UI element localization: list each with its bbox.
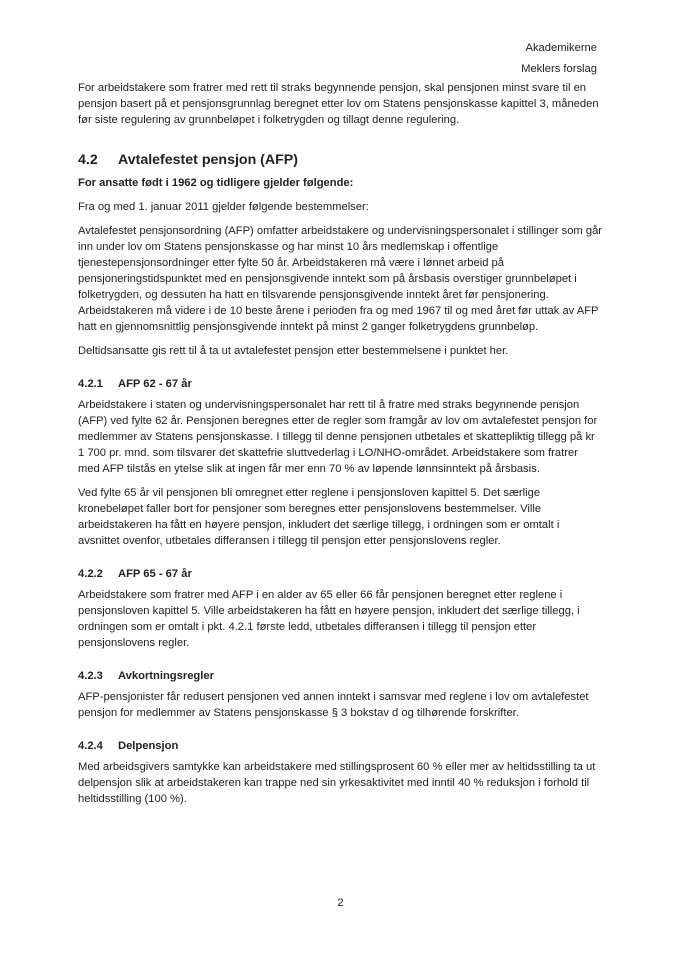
subsection-number: 4.2.1 — [78, 378, 103, 390]
document-body — [78, 80, 602, 815]
subsection-title: Delpensjon — [118, 740, 179, 752]
subsection-heading-4-2-2 — [78, 567, 602, 582]
subsection-paragraph: Arbeidstakere som fratrer med AFP i en alder av 65 eller 66 får pensjonen beregnet etter reglene i pensjonsloven kapittel 5. Ville arbeidstakeren ha fått en høyere pensjon, inkludert det særlige tillegg, i ordningen som er omtalt i pkt. 4.2.1 første ledd, utbetales differansen i tillegg til pensjon etter pensjonslovens regler. — [78, 589, 580, 649]
page-header — [521, 40, 597, 82]
section-number: 4.2 — [78, 152, 98, 168]
section-lead: For ansatte født i 1962 og tidligere gjelder følgende: — [78, 177, 354, 189]
section-paragraph: Deltidsansatte gis rett til å ta ut avtalefestet pensjon etter bestemmelsene i punktet her. — [78, 345, 509, 357]
header-document-title: Meklers forslag — [521, 63, 597, 75]
header-organization: Akademikerne — [525, 42, 597, 54]
subsection-title: Avkortningsregler — [118, 670, 214, 682]
subsection-heading-4-2-4 — [78, 739, 602, 754]
subsection-number: 4.2.4 — [78, 740, 103, 752]
subsection-number: 4.2.2 — [78, 568, 103, 580]
subsection-title: AFP 65 - 67 år — [118, 568, 192, 580]
subsection-heading-4-2-3 — [78, 669, 602, 684]
subsection-paragraph: Med arbeidsgivers samtykke kan arbeidstakere med stillingsprosent 60 % eller mer av heltidsstilling ta ut delpensjon slik at arbeidstakeren kan trappe ned sin yrkesaktivitet med inntil 40 % reduksjon i forhold til heltidsstilling (100 %). — [78, 761, 596, 805]
subsection-paragraph: Ved fylte 65 år vil pensjonen bli omregnet etter reglene i pensjonsloven kapittel 5. Det særlige kronebeløpet faller bort for pensjoner som beregnes etter pensjonslovens bestemmelser. Ville arbeidstakeren ha fått en høyere pensjon, inkludert det særlige tillegg, i ordningen som er omtalt i avsnittet ovenfor, utbetales differansen i tillegg til pensjon etter pensjonslovens regler. — [78, 487, 560, 547]
page-number: 2 — [337, 897, 344, 909]
subsection-heading-4-2-1 — [78, 377, 602, 392]
section-paragraph: Avtalefestet pensjonsordning (AFP) omfatter arbeidstakere og undervisningspersonalet i stillinger som går inn under lov om Statens pensjonskasse og har minst 10 års medlemskap i offentlige tjenestepensjonsordninger etter fylte 50 år. Arbeidstakeren må være i lønnet arbeid på pensjoneringstidspunktet med en pensjonsgivende inntekt som på årsbasis overstiger grunnbeløpet i folketrygden, og dessuten ha hatt en tilsvarende pensjonsgivende inntekt året før pensjonering. Arbeidstakeren må videre i de 10 beste årene i perioden fra og med 1967 til og med året før uttak av AFP hatt en gjennomsnittlig pensjonsgivende inntekt på minst 2 ganger folketrygdens grunnbeløp. — [78, 225, 603, 333]
subsection-paragraph: Arbeidstakere i staten og undervisningspersonalet har rett til å fratre med straks begynnende pensjon (AFP) ved fylte 62 år. Pensjonen beregnes etter de regler som framgår av lov om avtalefestet pensjon for medlemmer av Statens pensjonskasse. I tillegg til denne pensjonen utbetales et skattepliktig tillegg på kr 1 700 pr. mnd. som tilsvarer det skattefrie sluttvederlag i LO/NHO-området. Arbeidstakere som fratrer med AFP tilstås en ytelse slik at ingen får mer enn 70 % av løpende lønnsinntekt på årsbasis. — [78, 399, 598, 475]
subsection-title: AFP 62 - 67 år — [118, 378, 192, 390]
section-paragraph: Fra og med 1. januar 2011 gjelder følgende bestemmelser: — [78, 201, 369, 213]
section-heading — [78, 151, 602, 169]
section-title: Avtalefestet pensjon (AFP) — [118, 152, 298, 168]
intro-paragraph: For arbeidstakere som fratrer med rett til straks begynnende pensjon, skal pensjonen minst svare til en pensjon basert på et pensjonsgrunnlag beregnet etter lov om Statens pensjonskasse kapittel 3, måneden før siste regulering av grunnbeløpet i folketrygden og tillagt denne regulering. — [78, 82, 599, 126]
subsection-number: 4.2.3 — [78, 670, 103, 682]
subsection-paragraph: AFP-pensjonister får redusert pensjonen ved annen inntekt i samsvar med reglene i lov om avtalefestet pensjon for medlemmer av Statens pensjonskasse § 3 bokstav d og tilhørende forskrifter. — [78, 691, 589, 719]
